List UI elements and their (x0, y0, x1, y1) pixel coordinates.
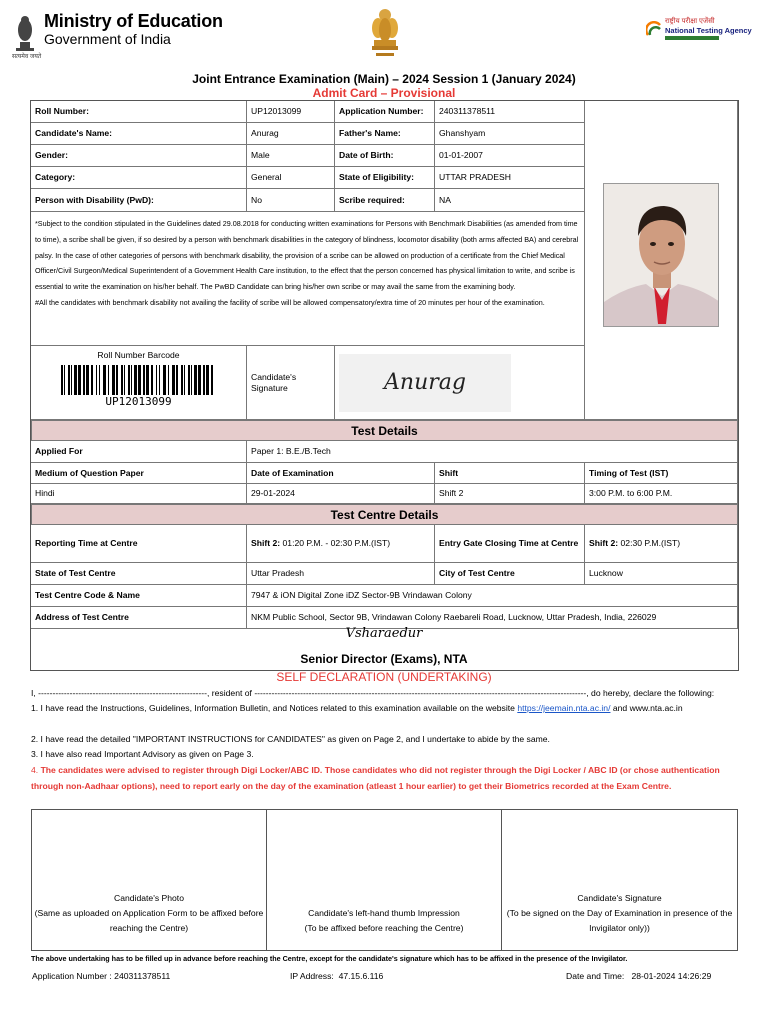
candidate-signature-image: Anurag (339, 354, 511, 412)
centre-city-value: Lucknow (585, 563, 738, 585)
gate-time: 02:30 P.M.(IST) (620, 538, 681, 548)
declaration-point-1-suffix: and www.nta.ac.in (612, 703, 683, 713)
footer-app-label: Application Number : (32, 971, 112, 981)
scribe-label: Scribe required: (335, 189, 435, 212)
candidate-portrait-icon (604, 184, 719, 327)
nta-english-name: National Testing Agency (665, 26, 752, 35)
test-centre-title: Test Centre Details (31, 504, 738, 525)
director-designation: Senior Director (Exams), NTA (300, 652, 468, 666)
centre-address-label: Address of Test Centre (31, 607, 247, 629)
pwd-value: No (247, 189, 335, 212)
photo-cell (585, 101, 738, 420)
nta-logo (646, 18, 752, 40)
thumb-box-title: Candidate's left-hand thumb Impression (308, 908, 460, 918)
signature-box-note: (To be signed on the Day of Examination in presence of the Invigilator only)) (506, 908, 733, 933)
shift-label: Shift (435, 463, 585, 484)
roll-number-value: UP12013099 (247, 101, 335, 123)
declaration-point-4-number: 4. (31, 765, 39, 775)
declaration-point-3: 3. I have also read Important Advisory as given on Page 3. (31, 749, 254, 759)
nta-hindi-name: राष्ट्रीय परीक्षा एजेंसी (665, 18, 715, 25)
gate-shift: Shift 2: (589, 538, 619, 548)
page-header (0, 0, 768, 68)
applied-for-value: Paper 1: B.E./B.Tech (247, 441, 738, 463)
timing-value: 3:00 P.M. to 6:00 P.M. (585, 484, 738, 504)
emblem-motto: सत्यमेव जयते (12, 54, 42, 60)
pwd-scribe-note (31, 212, 585, 346)
signature-box-title: Candidate's Signature (577, 893, 662, 903)
self-declaration-title: SELF DECLARATION (UNDERTAKING) (276, 670, 492, 684)
reporting-time-label: Reporting Time at Centre (31, 525, 247, 563)
authority-signature-text: Vsharaedur (345, 626, 423, 641)
declaration-name-blank: I, -----------------------------------------------------------, resident of (31, 688, 252, 698)
father-name-label: Father's Name: (335, 123, 435, 145)
declaration-point-1 (31, 701, 741, 717)
roll-number-label: Roll Number: (31, 101, 247, 123)
application-number-value: 240311378511 (435, 101, 585, 123)
candidate-photo (603, 183, 719, 327)
state-emblem-icon (368, 6, 402, 62)
timing-label: Timing of Test (IST) (585, 463, 738, 484)
category-label: Category: (31, 167, 247, 189)
centre-code-label: Test Centre Code & Name (31, 585, 247, 607)
declaration-residence-blank: --------------------------------------------------------------------------------------------------------------------, do hereby, declare the following: (254, 688, 715, 698)
reporting-time: 01:20 P.M. - 02:30 P.M.(IST) (282, 538, 391, 548)
centre-city-label: City of Test Centre (435, 563, 585, 585)
pwd-label: Person with Disability (PwD): (31, 189, 247, 212)
centre-state-value: Uttar Pradesh (247, 563, 435, 585)
footer-ip-value: 47.15.6.116 (338, 971, 384, 981)
declaration-point-1-text: 1. I have read the Instructions, Guidelines, Information Bulletin, and Notices related to this examination available on the website (31, 703, 515, 713)
footer-ip-label: IP Address: (290, 971, 334, 981)
declaration-line-0 (31, 686, 741, 702)
nta-authority-signature (0, 626, 768, 641)
centre-state-label: State of Test Centre (31, 563, 247, 585)
barcode-cell (31, 346, 247, 420)
candidate-photo-box (31, 809, 267, 951)
declaration-point-4 (31, 763, 741, 794)
candidate-signature-box (501, 809, 738, 951)
state-eligibility-value: UTTAR PRADESH (435, 167, 585, 189)
footer-dt-label: Date and Time: (566, 971, 625, 981)
pwd-note-paragraph-1: *Subject to the condition stipulated in the Guidelines dated 29.08.2018 for conducting written examinations for Persons with Benchmark Disabilities (as amended from time to time), a scribe shall be given, if so desired by a person with benchmark disabilities in the category of blindness, locomotor disability (both arms affected BA) and cerebral palsy. In the case of other categories of persons with benchmark disability, the provision of a scribe can be allowed on production of a certificate from the Chief Medical Officer/Civil Surgeon/Medical Superintendent of a Government Health Care institution, to the effect that the person concerned has physical limitation to write, and scribe is essential to write the examination on his/her behalf. The PwBD Candidate can bring his/her own scribe or may avail the same from the examining body. (35, 219, 579, 292)
footer-date-time (566, 971, 711, 981)
gender-label: Gender: (31, 145, 247, 167)
thumb-box-note: (To be affixed before reaching the Centre) (304, 923, 464, 933)
dob-label: Date of Birth: (335, 145, 435, 167)
photo-box-title: Candidate's Photo (114, 893, 184, 903)
nta-emblem-icon (646, 21, 662, 37)
exam-date-label: Date of Examination (247, 463, 435, 484)
footer-dt-value: 28-01-2024 14:26:29 (631, 971, 712, 981)
scribe-value: NA (435, 189, 585, 212)
government-name: Government of India (44, 31, 171, 47)
exam-title: Joint Entrance Examination (Main) – 2024 Session 1 (January 2024) (192, 72, 576, 86)
shift-value: Shift 2 (435, 484, 585, 504)
pwd-note-paragraph-2: #All the candidates with benchmark disability not availing the facility of scribe will be allowed compensatory/extra time of 20 minutes per hour of the examination. (35, 297, 545, 307)
exam-date-value: 29-01-2024 (247, 484, 435, 504)
reporting-time-value (247, 525, 435, 563)
roll-number-barcode (59, 365, 219, 395)
candidate-signature-cell (335, 346, 585, 420)
gate-closing-value (585, 525, 738, 563)
photo-box-note: (Same as uploaded on Application Form to be affixed before reaching the Centre) (34, 908, 264, 933)
centre-address-value: NKM Public School, Sector 9B, Vrindawan Colony Raebareli Road, Lucknow, Uttar Pradesh, India, 226029 (247, 607, 738, 629)
centre-code-value: 7947 & iON Digital Zone iDZ Sector-9B Vrindawan Colony (247, 585, 738, 607)
gender-value: Male (247, 145, 335, 167)
category-value: General (247, 167, 335, 189)
medium-label: Medium of Question Paper (31, 463, 247, 484)
admit-card-title: Admit Card – Provisional (312, 86, 456, 100)
father-name-value: Ghanshyam (435, 123, 585, 145)
application-number-label: Application Number: (335, 101, 435, 123)
reporting-shift: Shift 2: (251, 538, 281, 548)
candidate-name-value: Anurag (247, 123, 335, 145)
nta-green-bar (665, 36, 719, 40)
test-details-title: Test Details (31, 420, 738, 441)
signature-label-cell (247, 346, 335, 420)
candidate-signature-label: Candidate's Signature (251, 371, 297, 393)
ministry-logo (12, 11, 223, 60)
thumb-impression-box (266, 809, 502, 951)
dob-value: 01-01-2007 (435, 145, 585, 167)
applied-for-label: Applied For (31, 441, 247, 463)
state-eligibility-label: State of Eligibility: (335, 167, 435, 189)
medium-value: Hindi (31, 484, 247, 504)
declaration-point-2: 2. I have read the detailed "IMPORTANT INSTRUCTIONS for CANDIDATES" as given on Page 2, and I undertake to abide by the same. (31, 734, 550, 744)
gate-closing-label: Entry Gate Closing Time at Centre (435, 525, 585, 563)
footer-application-number (32, 971, 170, 981)
candidate-name-label: Candidate's Name: (31, 123, 247, 145)
ministry-name: Ministry of Education (44, 11, 223, 31)
footer-app-value: 240311378511 (114, 971, 171, 981)
undertaking-footnote: The above undertaking has to be filled up in advance before reaching the Centre, except for the candidate's signature which has to be affixed in the presence of the Invigilator. (31, 954, 628, 963)
declaration-point-4-text: The candidates were advised to register through Digi Locker/ABC ID. Those candidates who did not register through the Digi Locker / ABC ID (or chose authentication through non-Aadhaar options), need to report early on the day of the examination (atleast 1 hour earlier) to get their Biometrics recorded at the Exam Centre. (31, 765, 720, 791)
barcode-label: Roll Number Barcode (97, 350, 180, 360)
footer-ip-address (290, 971, 383, 981)
national-emblem-icon (12, 12, 38, 56)
barcode-text: UP12013099 (105, 395, 172, 408)
jee-website-link[interactable]: https://jeemain.nta.ac.in/ (517, 703, 611, 713)
